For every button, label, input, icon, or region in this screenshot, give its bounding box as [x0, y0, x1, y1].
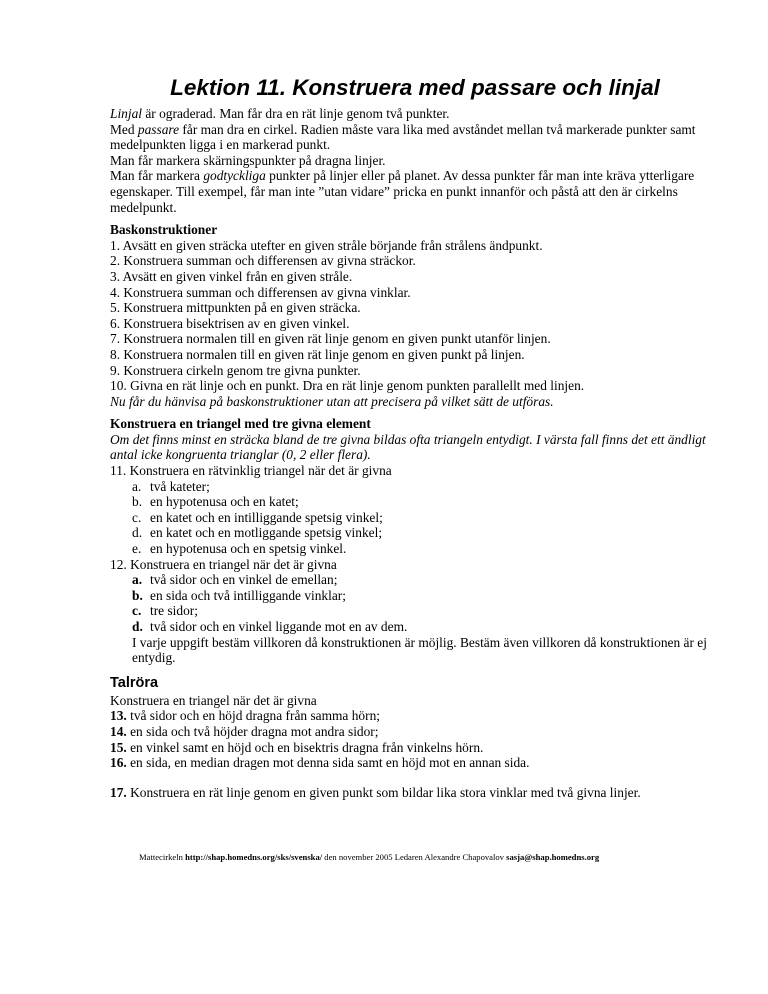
- item-text: en sida, en median dragen mot denna sida samt en höjd mot en annan sida.: [126, 755, 530, 771]
- item-number: 15.: [110, 739, 127, 755]
- section-baskonstruktioner: [110, 222, 710, 409]
- item-text: en sida och två höjder dragna mot andra sidor;: [126, 723, 379, 739]
- footer-url-link[interactable]: http://shap.homedns.org/sks/svenska/: [185, 852, 323, 862]
- item-label: d.: [132, 525, 143, 541]
- list-item: [132, 494, 710, 510]
- intro-skarning: Man får markera skärningspunkter på dragna linjer.: [110, 152, 386, 168]
- section-note: Om det finns minst en sträcka bland de tre givna bildas ofta triangeln entydigt. I värsta fall finns det ett ändligt antal icke kongruenta trianglar (0, 2 eller flera).: [110, 431, 706, 463]
- list-item: [132, 588, 710, 604]
- list-item: [110, 740, 710, 756]
- item-text: tre sidor;: [150, 603, 198, 619]
- godtyckliga-term: godtyckliga: [203, 168, 266, 184]
- page-title: Lektion 11. Konstruera med passare och linjal: [170, 75, 660, 100]
- list-item: 8. Konstruera normalen till en given rät linje genom en given punkt på linjen.: [110, 346, 525, 362]
- intro-linjal-text: är ograderad. Man får dra en rät linje genom två punkter.: [142, 106, 450, 121]
- intro-godtyckliga-pre: Man får markera: [110, 168, 204, 184]
- item-label: a.: [132, 478, 142, 494]
- item-text: en hypotenusa och en spetsig vinkel.: [150, 541, 347, 557]
- section-note: Nu får du hänvisa på baskonstruktioner utan att precisera på vilket sätt de utföras.: [110, 393, 554, 409]
- list-item: [132, 619, 710, 635]
- list-item: [132, 572, 710, 588]
- document-page: [110, 74, 710, 800]
- item-text: två sidor och en vinkel liggande mot en av dem.: [150, 619, 408, 634]
- section-heading: Konstruera en triangel med tre givna element: [110, 416, 371, 432]
- list-item: 2. Konstruera summan och differensen av givna sträckor.: [110, 253, 416, 269]
- list-item: 5. Konstruera mittpunkten på en given sträcka.: [110, 300, 361, 316]
- item-label: d.: [132, 619, 143, 634]
- item-text: en katet och en motliggande spetsig vinkel;: [150, 525, 383, 541]
- section-triangel: [110, 416, 710, 666]
- page-footer: [139, 852, 599, 862]
- list-item: [132, 510, 710, 526]
- list-item: 6. Konstruera bisektrisen av en given vinkel.: [110, 315, 350, 331]
- question-11: 11. Konstruera en rätvinklig triangel när det är givna: [110, 463, 392, 479]
- list-item: [132, 479, 710, 495]
- item-text: två sidor och en vinkel de emellan;: [150, 572, 338, 588]
- item-number: 13.: [110, 708, 127, 724]
- list-item: [110, 724, 710, 740]
- intro-godtyckliga-text: punkter på linjer eller på planet. Av dessa punkter får man inte kräva ytterligare egenskaper. Till exempel, får man inte ”utan vidare” pricka en punkt innanför och påstå att den är cirkelns medelpunkt.: [110, 168, 695, 215]
- item-label: b.: [132, 587, 143, 603]
- intro-passare-text: får man dra en cirkel. Radien måste vara lika med avståndet mellan två markerade punkter samt medelpunkten ligga i en markerad punkt.: [110, 121, 696, 153]
- intro-passare-pre: Med: [110, 121, 138, 137]
- list-item: 9. Konstruera cirkeln genom tre givna punkter.: [110, 362, 361, 378]
- item-label: b.: [132, 494, 143, 510]
- section-heading: Baskonstruktioner: [110, 222, 218, 238]
- intro-godtyckliga: [110, 168, 710, 215]
- list-item: [132, 541, 710, 557]
- item-number: 14.: [110, 723, 127, 739]
- list-item: [132, 525, 710, 541]
- item-text: en hypotenusa och en katet;: [150, 494, 299, 510]
- footer-prefix: Mattecirkeln: [139, 852, 186, 862]
- item-text: Konstruera en rät linje genom en given punkt som bildar lika stora vinklar med två givna linjer.: [126, 784, 641, 800]
- item-text: en vinkel samt en höjd och en bisektris dragna från vinkelns hörn.: [126, 739, 484, 755]
- question-12-list: [110, 572, 710, 634]
- footer-email-link[interactable]: sasja@shap.homedns.org: [506, 852, 600, 862]
- list-item: 4. Konstruera summan och differensen av givna vinklar.: [110, 284, 411, 300]
- section-talrora: [110, 674, 710, 801]
- item-label: c.: [132, 603, 142, 619]
- list-item: 10. Givna en rät linje och en punkt. Dra en rät linje genom punkten parallellt med linjen.: [110, 378, 585, 394]
- list-item: [110, 708, 710, 724]
- item-text: två sidor och en höjd dragna från samma hörn;: [126, 708, 380, 724]
- question-12: 12. Konstruera en triangel när det är givna: [110, 556, 337, 572]
- passare-term: passare: [137, 121, 180, 137]
- item-number: 17.: [110, 784, 127, 800]
- question-17: [110, 785, 710, 801]
- footer-middle: den november 2005 Ledaren Alexandre Chapovalov: [322, 852, 507, 862]
- linjal-term: Linjal: [110, 106, 142, 121]
- intro-linjal: [110, 106, 710, 122]
- item-text: två kateter;: [150, 478, 210, 494]
- question-11-list: [110, 479, 710, 557]
- question-12-note: I varje uppgift bestäm villkoren då konstruktionen är möjlig. Bestäm även villkoren då konstruktionen är ej entydig.: [132, 634, 707, 666]
- item-text: en sida och två intilliggande vinklar;: [150, 587, 346, 603]
- item-label: e.: [132, 541, 142, 557]
- list-item: 7. Konstruera normalen till en given rät linje genom en given punkt utanför linjen.: [110, 331, 551, 347]
- talrora-intro: Konstruera en triangel när det är givna: [110, 692, 317, 708]
- intro-passare: [110, 122, 710, 153]
- item-number: 16.: [110, 755, 127, 771]
- list-item: 1. Avsätt en given sträcka utefter en given stråle börjande från strålens ändpunkt.: [110, 237, 543, 253]
- list-item: [132, 603, 710, 619]
- list-item: [110, 755, 710, 771]
- item-label: a.: [132, 572, 143, 588]
- item-label: c.: [132, 509, 142, 525]
- item-text: en katet och en intilliggande spetsig vinkel;: [150, 509, 383, 525]
- section-heading: Talröra: [110, 674, 159, 691]
- list-item: 3. Avsätt en given vinkel från en given stråle.: [110, 268, 353, 284]
